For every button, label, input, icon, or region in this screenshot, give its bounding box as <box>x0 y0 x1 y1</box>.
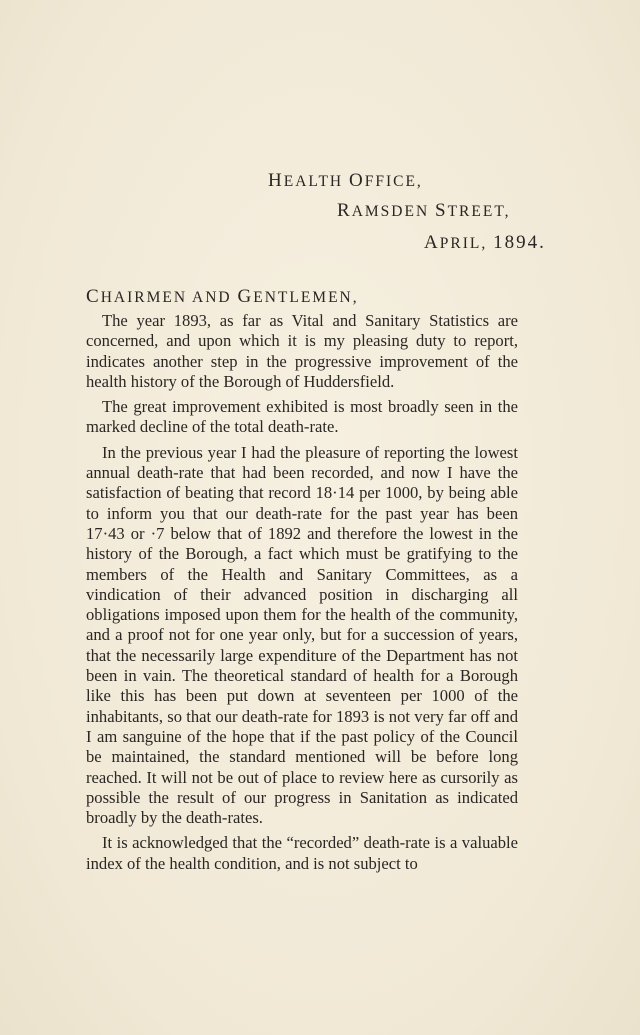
address-date <box>424 232 546 254</box>
address-line2-rest2: TREET, <box>447 203 511 220</box>
address-line1-initial: H <box>268 170 284 191</box>
address-line3-rest: PRIL, <box>439 235 494 252</box>
paragraph-1: The year 1893, as far as Vital and Sanitary Statistics are concerned, and upon which it is my pleasing duty to report, indicates another step in the progressive improvement of the health history of the Borough of Huddersfield. <box>86 311 518 391</box>
salutation-rest2: ENTLEMEN, <box>253 289 359 306</box>
address-line1-initial2: O <box>348 170 365 191</box>
salutation-rest: HAIRMEN AND <box>100 289 238 306</box>
salutation <box>86 286 359 308</box>
address-line2-initial: R <box>337 200 352 221</box>
address-line2-initial2: S <box>435 200 448 221</box>
paragraph-4: It is acknowledged that the “recorded” death-rate is a valuable index of the health condition, and is not subject to <box>86 833 518 873</box>
paragraph-3: In the previous year I had the pleasure of reporting the lowest annual death-rate that had been recorded, and now I have the satisfaction of beating that record 18·14 per 1000, by being able to inform you that our death-rate for the past year has been 17·43 or ·7 below that of 1892 and therefore the lowest in the history of the Borough, a fact which must be gratifying to the members of the Health and Sanitary Committees, as a vindication of their advanced position in discharging all obligations imposed upon them for the health of the community, and a proof not for one year only, but for a succession of years, that the necessarily large expenditure of the Department has not been in vain. The theoretical standard of health for a Borough like this has been put down at seventeen per 1000 of the inhabitants, so that our death-rate for 1893 is not very far off and I am sanguine of the hope that if the past policy of the Council be maintained, the standard mentioned will be before long reached. It will not be out of place to review here as cursorily as possible the result of our progress in Sanitation as indicated broadly by the death-rates. <box>86 442 518 828</box>
address-line3-year: 1894. <box>493 232 546 253</box>
paragraph-2: The great improvement exhibited is most broadly seen in the marked decline of the total death-rate. <box>86 397 518 437</box>
address-line2-rest: AMSDEN <box>351 203 436 220</box>
salutation-initial: C <box>86 286 101 307</box>
report-body <box>86 311 518 879</box>
address-street <box>337 200 511 222</box>
address-line3-initial: A <box>424 232 440 253</box>
address-line1-rest: EALTH <box>283 173 349 190</box>
address-line1-rest2: FFICE, <box>364 173 423 190</box>
address-health-office <box>268 170 423 192</box>
salutation-initial2: G <box>237 286 254 307</box>
